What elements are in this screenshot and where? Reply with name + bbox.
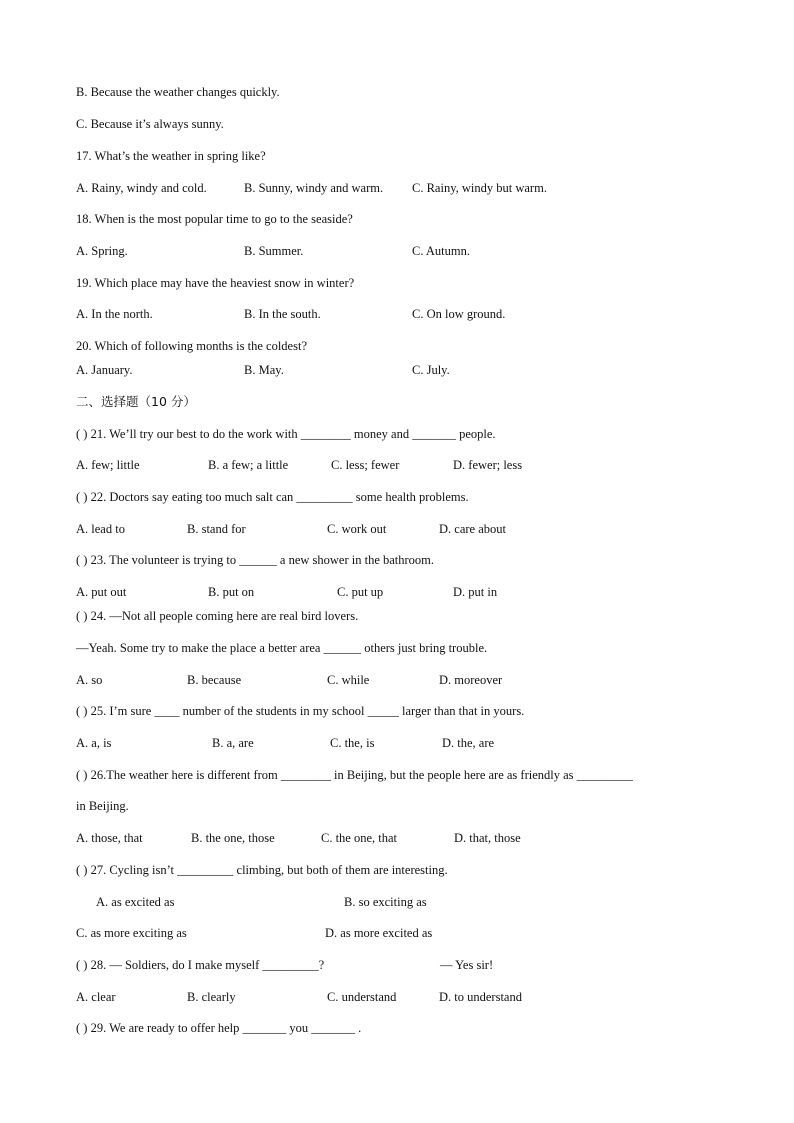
question-17: 17. What’s the weather in spring like? [76, 149, 266, 163]
option-d: D. care about [439, 522, 506, 536]
question-26: ( ) 26.The weather here is different from ________ in Beijing, but the people here are as friendly as _________ [76, 768, 633, 782]
question-21: ( ) 21. We’ll try our best to do the work with ________ money and _______ people. [76, 427, 496, 441]
option-a: A. few; little [76, 458, 140, 472]
option-a: A. Rainy, windy and cold. [76, 181, 207, 195]
option-c: C. less; fewer [331, 458, 400, 472]
option-b: B. In the south. [244, 307, 321, 321]
option-line: B. Because the weather changes quickly. [76, 85, 280, 99]
option-a: A. January. [76, 363, 133, 377]
option-d: D. put in [453, 585, 498, 599]
section-heading: 二、选择题（10 分） [76, 394, 196, 409]
question-23: ( ) 23. The volunteer is trying to ______ a new shower in the bathroom. [76, 553, 435, 567]
option-c: C. the, is [330, 736, 375, 750]
question-19: 19. Which place may have the heaviest snow in winter? [76, 276, 355, 290]
option-c: C. understand [327, 990, 397, 1004]
option-a: A. clear [76, 990, 116, 1004]
option-b: B. put on [208, 585, 255, 599]
option-b: B. because [187, 673, 242, 687]
option-line: C. Because it’s always sunny. [76, 117, 224, 131]
option-a: A. put out [76, 585, 127, 599]
option-c: C. work out [327, 522, 387, 536]
option-a: A. Spring. [76, 244, 128, 258]
option-b: B. a, are [212, 736, 254, 750]
option-b: B. Summer. [244, 244, 304, 258]
option-c: C. while [327, 673, 370, 687]
option-b: B. so exciting as [344, 895, 427, 909]
question-25: ( ) 25. I’m sure ____ number of the students in my school _____ larger than that in yours. [76, 704, 525, 718]
option-d: D. fewer; less [453, 458, 523, 472]
option-c: C. Autumn. [412, 244, 470, 258]
option-d: D. the, are [442, 736, 495, 750]
question-28-text: ( ) 28. — Soldiers, do I make myself _________? [76, 958, 325, 972]
option-d: D. moreover [439, 673, 503, 687]
option-d: D. as more excited as [325, 926, 433, 940]
option-b: B. the one, those [191, 831, 275, 845]
option-c: C. Rainy, windy but warm. [412, 181, 547, 195]
option-b: B. stand for [187, 522, 246, 536]
option-b: B. a few; a little [208, 458, 289, 472]
option-d: D. that, those [454, 831, 521, 845]
option-c: C. the one, that [321, 831, 398, 845]
question-24: ( ) 24. —Not all people coming here are real bird lovers. [76, 609, 359, 623]
option-c: C. as more exciting as [76, 926, 187, 940]
option-a: A. as excited as [96, 895, 175, 909]
option-c: C. put up [337, 585, 384, 599]
question-27: ( ) 27. Cycling isn’t _________ climbing, but both of them are interesting. [76, 863, 448, 877]
question-29: ( ) 29. We are ready to offer help _______ you _______ . [76, 1021, 362, 1035]
question-18: 18. When is the most popular time to go to the seaside? [76, 212, 353, 226]
option-a: A. those, that [76, 831, 143, 845]
option-b: B. Sunny, windy and warm. [244, 181, 384, 195]
option-c: C. On low ground. [412, 307, 506, 321]
option-a: A. a, is [76, 736, 112, 750]
option-d: D. to understand [439, 990, 522, 1004]
question-20: 20. Which of following months is the coldest? [76, 339, 307, 353]
option-a: A. In the north. [76, 307, 153, 321]
question-28-reply: — Yes sir! [440, 958, 494, 972]
option-b: B. May. [244, 363, 284, 377]
option-a: A. so [76, 673, 103, 687]
option-a: A. lead to [76, 522, 125, 536]
question-26-continued: in Beijing. [76, 799, 129, 813]
option-b: B. clearly [187, 990, 236, 1004]
question-22: ( ) 22. Doctors say eating too much salt can _________ some health problems. [76, 490, 469, 504]
option-c: C. July. [412, 363, 450, 377]
question-24-dialogue: —Yeah. Some try to make the place a better area ______ others just bring trouble. [76, 641, 488, 655]
